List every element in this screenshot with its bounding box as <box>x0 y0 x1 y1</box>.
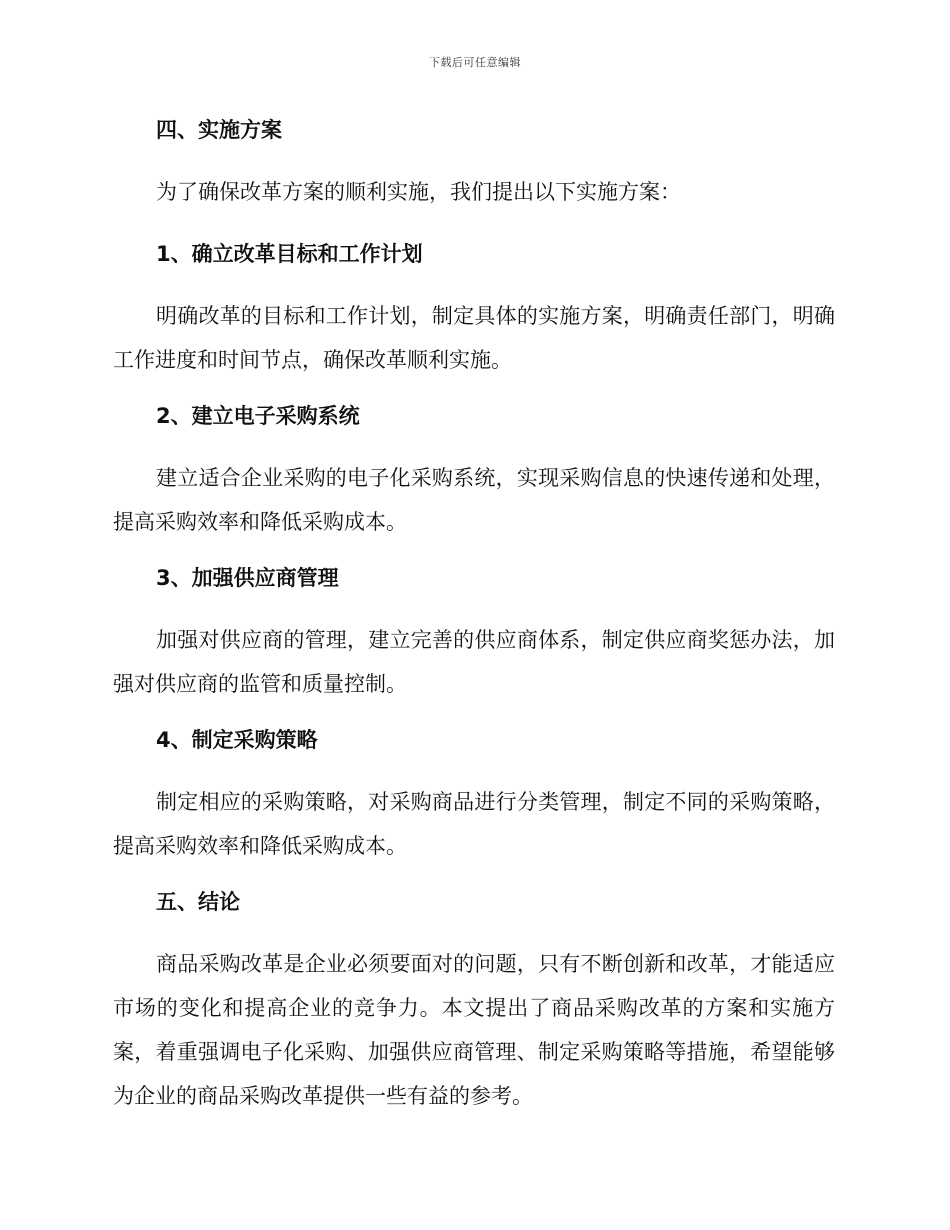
document-body <box>113 112 835 1134</box>
section-4-intro: 为了确保改革方案的顺利实施，我们提出以下实施方案： <box>156 180 681 204</box>
section-5-heading: 五、结论 <box>156 890 240 914</box>
item-2-heading: 2、建立电子采购系统 <box>156 404 360 428</box>
section-5-body: 商品采购改革是企业必须要面对的问题，只有不断创新和改革，才能适应市场的变化和提高企业的竞争力。本文提出了商品采购改革的方案和实施方案，着重强调电子化采购、加强供应商管理、制定采购策略等措施，希望能够为企业的商品采购改革提供一些有益的参考。 <box>113 952 835 1108</box>
item-2-body: 建立适合企业采购的电子化采购系统，实现采购信息的快速传递和处理，提高采购效率和降低采购成本。 <box>113 466 835 534</box>
item-1-heading: 1、确立改革目标和工作计划 <box>156 242 423 266</box>
item-4-heading: 4、制定采购策略 <box>156 728 318 752</box>
section-4-heading: 四、实施方案 <box>156 118 282 142</box>
item-4-body: 制定相应的采购策略，对采购商品进行分类管理，制定不同的采购策略，提高采购效率和降低采购成本。 <box>113 790 835 858</box>
item-1-body: 明确改革的目标和工作计划，制定具体的实施方案，明确责任部门，明确工作进度和时间节点，确保改革顺利实施。 <box>113 304 835 372</box>
item-3-heading: 3、加强供应商管理 <box>156 566 339 590</box>
item-3-body: 加强对供应商的管理，建立完善的供应商体系，制定供应商奖惩办法，加强对供应商的监管和质量控制。 <box>113 628 835 696</box>
page-header-note: 下载后可任意编辑 <box>429 56 521 69</box>
